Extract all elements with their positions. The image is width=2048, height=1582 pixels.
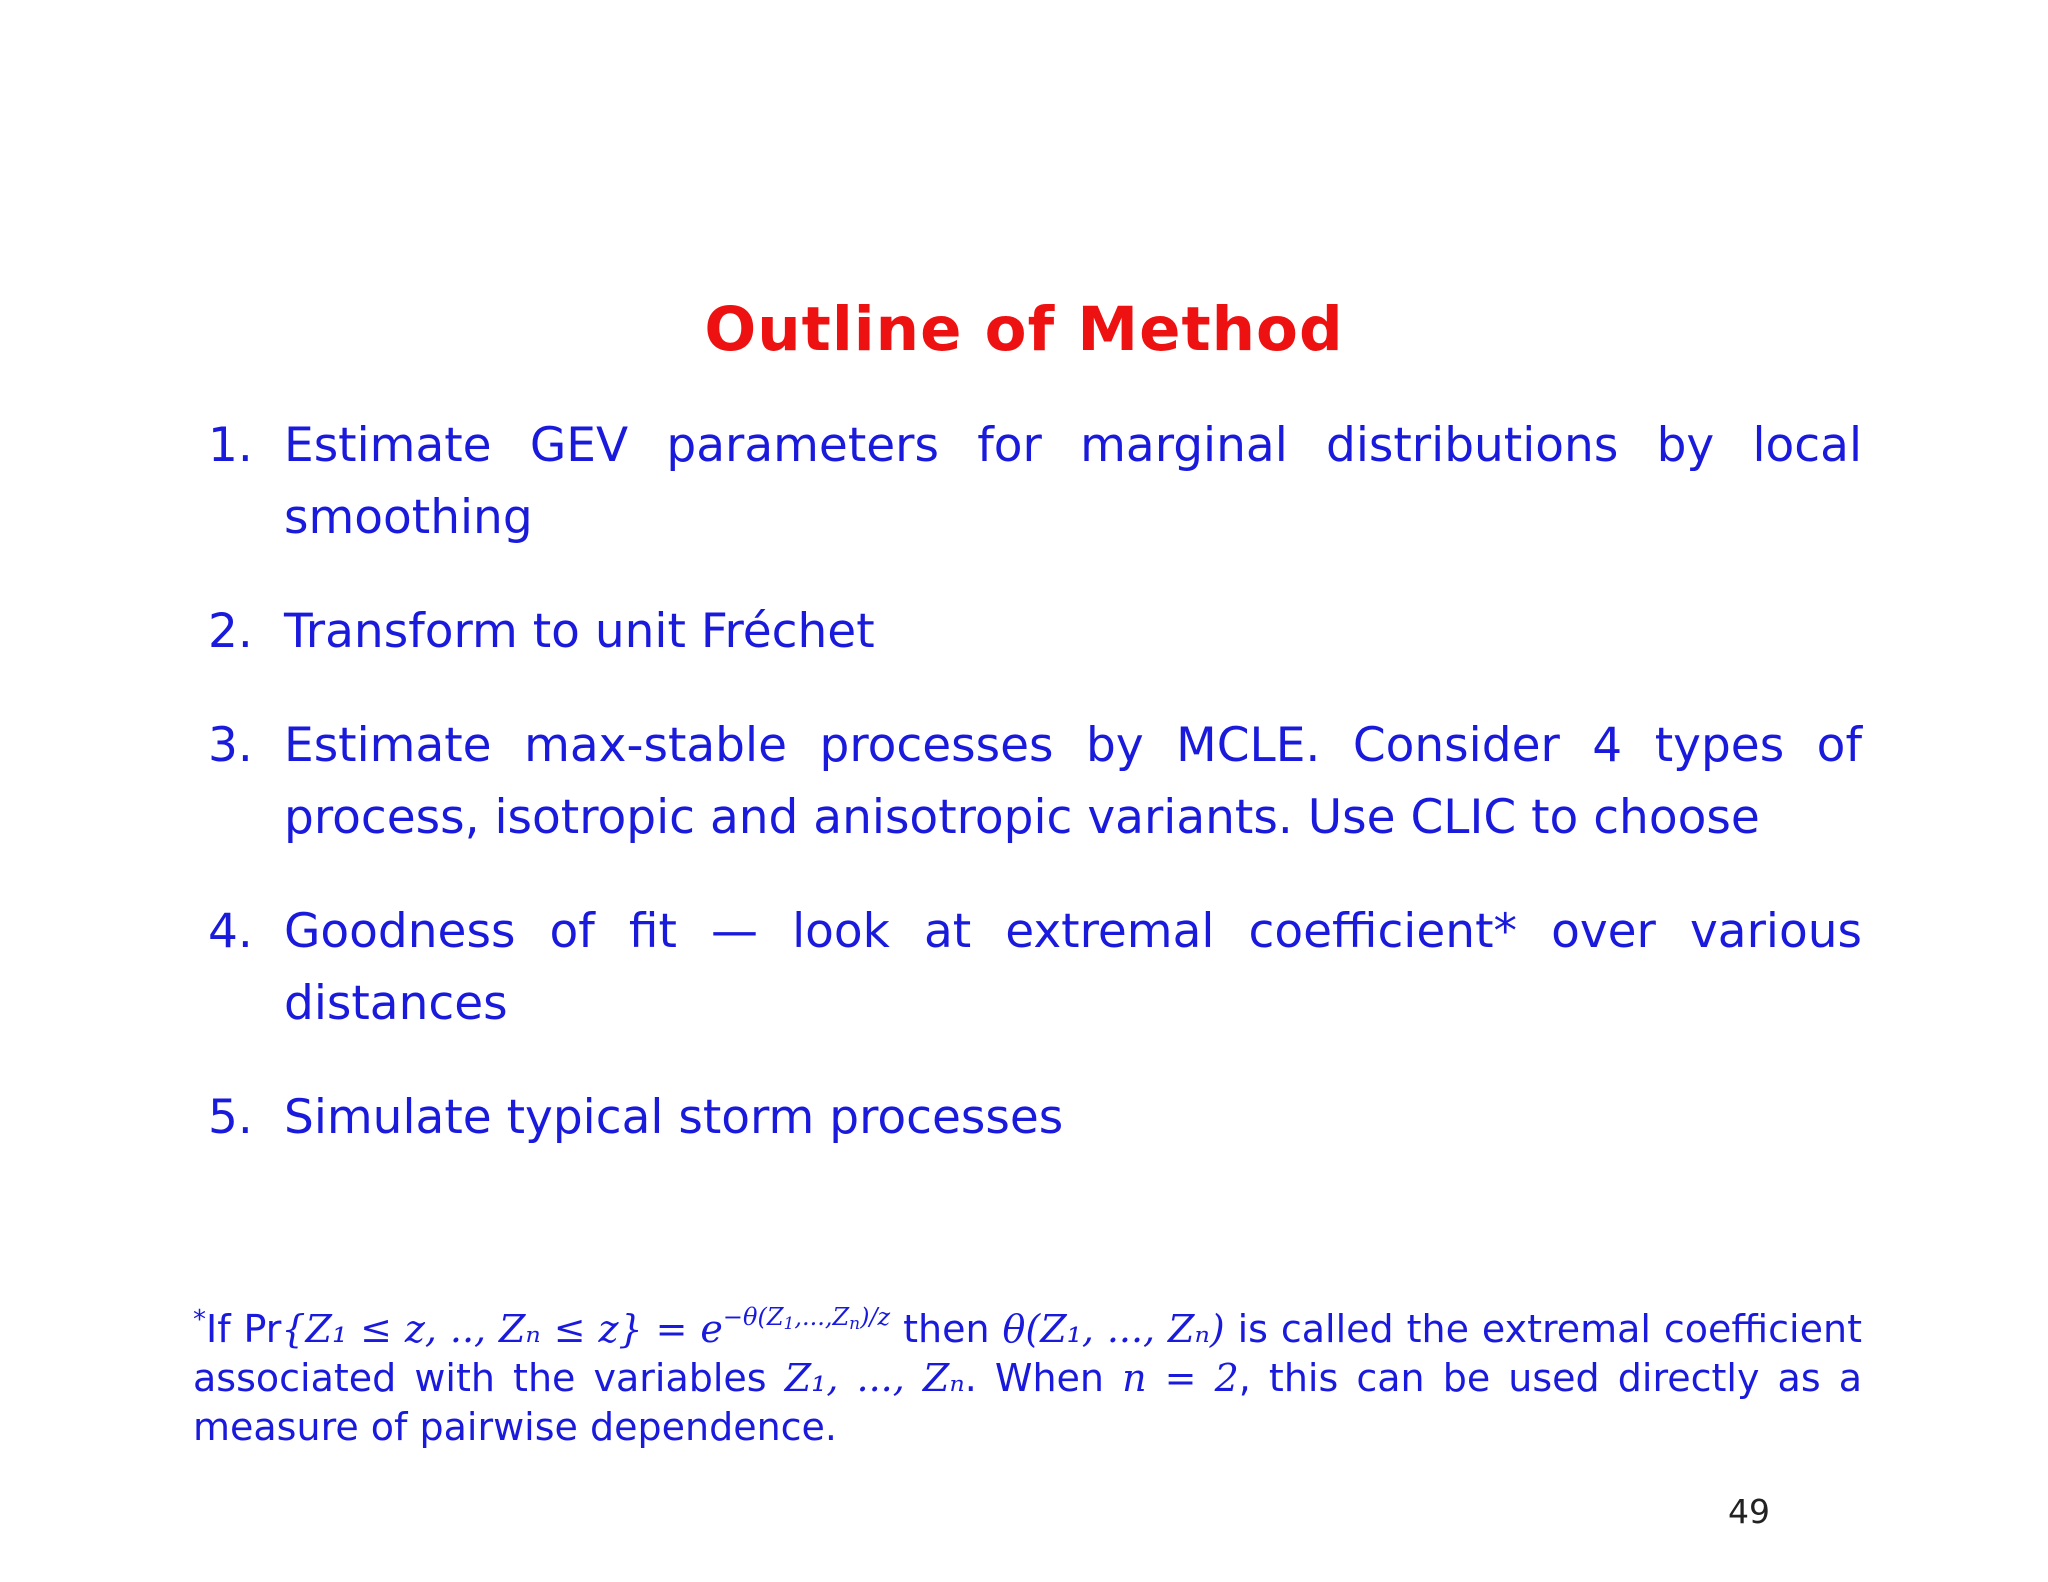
list-item: [208, 896, 1862, 1040]
item-number: 3.: [208, 718, 253, 773]
footnote-then: then: [890, 1307, 1003, 1351]
item-number: 1.: [208, 418, 253, 473]
footnote-marker: *: [193, 1305, 206, 1335]
footnote-exponential: $e^{-\theta(Z_1,...,Z_n)/z}$: [700, 1303, 891, 1351]
item-text: Estimate GEV parameters for marginal distributions by local smoothing: [284, 418, 1862, 545]
footnote-n-equals: n = 2: [1122, 1356, 1239, 1400]
list-item: [208, 410, 1862, 554]
item-text: Transform to unit Fréchet: [284, 604, 875, 659]
footnote-if-pr: If Pr: [206, 1307, 282, 1351]
footnote-variables: Z₁, ..., Zₙ: [784, 1356, 965, 1400]
footnote: [193, 1305, 1862, 1452]
item-number: 4.: [208, 904, 253, 959]
item-number: 5.: [208, 1090, 253, 1145]
item-number: 2.: [208, 604, 253, 659]
footnote-condition: {Z₁ ≤ z, .., Zₙ ≤ z} =: [281, 1307, 701, 1351]
slide-title: Outline of Method: [704, 294, 1344, 365]
item-text: Goodness of fit — look at extremal coefficient* over various distances: [284, 904, 1862, 1031]
list-item: [208, 710, 1862, 854]
item-text: Simulate typical storm processes: [284, 1090, 1064, 1145]
item-text: Estimate max-stable processes by MCLE. Consider 4 types of process, isotropic and anisotropic variants. Use CLIC to choose: [284, 718, 1862, 845]
list-item: [208, 1082, 1862, 1154]
footnote-tail: , this can be used directly as a measure of pairwise dependence.: [193, 1356, 1862, 1449]
list-item: [208, 596, 1862, 668]
footnote-theta: θ(Z₁, ..., Zₙ): [1002, 1307, 1225, 1351]
footnote-called: is called the extremal coefficient associated with the variables: [193, 1307, 1862, 1400]
page-number: 49: [1728, 1492, 1770, 1531]
footnote-when: . When: [964, 1356, 1123, 1400]
method-list: [208, 410, 1862, 1196]
